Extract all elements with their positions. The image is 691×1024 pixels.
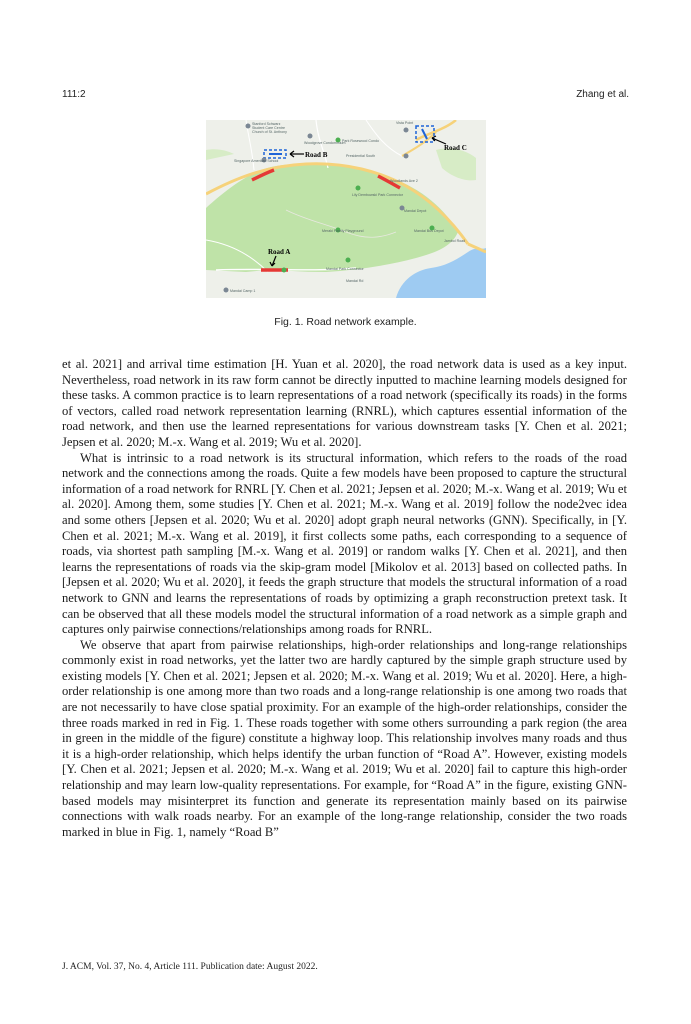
poi-label: Mandai Rd <box>346 279 364 283</box>
poi-label: Meraki Family Playground <box>322 229 364 233</box>
running-head-authors: Zhang et al. <box>576 89 629 100</box>
poi-label: Woodlands Ave 2 <box>390 179 418 183</box>
page-footer: J. ACM, Vol. 37, No. 4, Article 111. Publication date: August 2022. <box>62 962 318 972</box>
page-number: 111:2 <box>62 89 86 100</box>
paragraph-1: et al. 2021] and arrival time estimation [H. Yuan et al. 2020], the road network data is used as a key input. Nevertheless, road network in its raw form cannot be directly inputted to machine learning models designed for these tasks. A common practice is to learn representations of a road network (specifically its roads) in the forms of vectors, called road network representation learning (RNRL), which captures essential information of the road network, and then use the learned representations for various downstream tasks [Y. Chen et al. 2021; Jepsen et al. 2020; M.-x. Wang et al. 2019; Wu et al. 2020]. <box>62 357 627 449</box>
road-c-label: Road C <box>444 144 467 152</box>
poi-label: Mandai Bus Depot <box>414 229 444 233</box>
road-a-label: Road A <box>268 248 291 256</box>
map-image <box>206 120 486 298</box>
poi-label: Lily Dembowski Park Connector <box>352 193 403 197</box>
road-b-label: Road B <box>305 151 328 159</box>
poi-label: Park Rosewood Condo <box>342 139 379 143</box>
poi-label: Student Care Centre <box>252 126 285 130</box>
figure-caption: Fig. 1. Road network example. <box>274 316 417 328</box>
poi-label: Jambol Road <box>444 239 466 243</box>
poi-label: Church of St. Anthony <box>252 130 287 134</box>
poi-label: Singapore American School <box>234 159 279 163</box>
poi-label: Vista Point <box>396 121 414 125</box>
road-network-map-figure <box>206 120 486 298</box>
poi-label: Stanford Schwarz <box>252 122 281 126</box>
paragraph-3: We observe that apart from pairwise relationships, high-order relationships and long-range relationships commonly exist in road networks, yet the latter two are hardly captured by the simple graph structure used by existing models [Y. Chen et al. 2021; Jepsen et al. 2020; M.-x. Wang et al. 2019; Wu et al. 2020]. Here, a high-order relationship is one among more than two roads and a long-range relationship is one among two roads that are not necessarily to have close spatial proximity. For an example of the high-order relationships, consider the three roads marked in red in Fig. 1. These roads together with some others surrounding a park region (the area in green in the middle of the figure) constitute a highway loop. This relationship involves many roads and thus it is a high-order relationship, which helps identify the urban function of “Road A”. However, existing models [Y. Chen et al. 2021; Jepsen et al. 2020; M.-x. Wang et al. 2019; Wu et al. 2020] fail to capture this high-order relationship and may learn low-quality representations. For example, for “Road A” in the figure, existing GNN-based models may misinterpret its function and generate its representation mainly based on its pairwise connections with walk roads nearby. For an example of the long-range relationship, consider the two roads marked in blue in Fig. 1, namely “Road B” <box>62 637 627 839</box>
body-text <box>62 357 627 840</box>
poi-label: Woodgrove Condominium <box>304 141 346 145</box>
poi-label: Presidential South <box>346 154 376 158</box>
paragraph-2: What is intrinsic to a road network is its structural information, which refers to the roads of the road network and the connections among the roads. Quite a few models have been proposed to capture the structural information of a road network for RNRL [Y. Chen et al. 2021; Jepsen et al. 2020; M.-x. Wang et al. 2019; Wu et al. 2020]. Among them, some studies [Y. Chen et al. 2021; M.-x. Wang et al. 2019] follow the node2vec idea and some others [Jepsen et al. 2020; Wu et al. 2020] adopt graph neural networks (GNN). Specifically, in [Y. Chen et al. 2021; M.-x. Wang et al. 2019], it first collects some paths, each corresponding to a sequence of roads, via shortest path sampling [M.-x. Wang et al. 2019] or random walks [Y. Chen et al. 2021], and then learns the representations of roads via the skip-gram model [Mikolov et al. 2013] based on collected paths. In [Jepsen et al. 2020; Wu et al. 2020], it feeds the graph structure that models the structural information of a road network to GNN and learns the representations of roads by optimizing a graph reconstruction pretext task. It can be observed that all these models model the structural information of a road network as a simple graph and captures only pairwise connections/relationships among roads for RNRL. <box>62 450 627 637</box>
poi-label: Mandai Depot <box>404 209 427 213</box>
poi-label: Mandai Camp 1 <box>230 289 256 293</box>
poi-label: Mandai Park Connector <box>326 267 364 271</box>
